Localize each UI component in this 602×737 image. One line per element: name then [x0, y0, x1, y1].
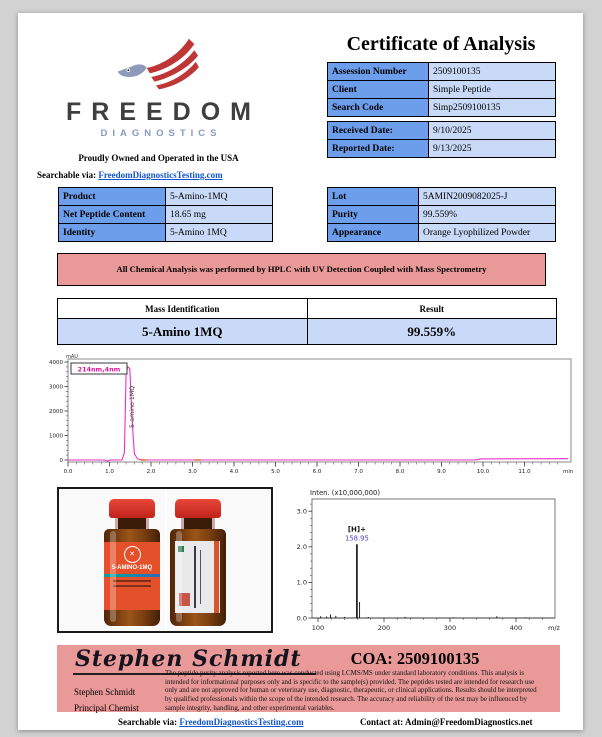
vial-product-name: 5-AMINO-1MQ	[111, 565, 153, 571]
table-row	[58, 299, 557, 319]
svg-text:8.0: 8.0	[395, 469, 405, 475]
svg-text:158.95: 158.95	[345, 534, 369, 543]
svg-text:11.0: 11.0	[518, 469, 531, 475]
vial-side-label	[175, 541, 220, 613]
svg-text:200: 200	[377, 624, 391, 632]
vial-cap	[175, 499, 221, 518]
svg-text:4000: 4000	[49, 360, 63, 366]
product-label: Product	[59, 188, 166, 206]
accession-table	[327, 62, 556, 117]
lot-value: 5AMIN2009082025-J	[419, 188, 556, 206]
brand-subtitle: DIAGNOSTICS	[100, 128, 222, 139]
certificate-page	[18, 13, 583, 730]
lot-table	[327, 187, 556, 242]
svg-text:2.0: 2.0	[146, 469, 156, 475]
searchable-link-top[interactable]: FreedomDiagnosticsTesting.com	[98, 170, 223, 180]
table-row	[58, 319, 557, 345]
label-fineprint	[113, 580, 151, 582]
svg-text:m/z: m/z	[548, 624, 560, 632]
result-header-result: Result	[307, 299, 557, 319]
appearance-label: Appearance	[328, 224, 419, 242]
svg-text:214nm,4nm: 214nm,4nm	[77, 365, 121, 374]
vial-body	[170, 529, 226, 626]
photo-seam	[165, 491, 167, 629]
signer-role: Principal Chemist	[74, 703, 139, 713]
brand-name: FREEDOM	[66, 98, 261, 126]
table-row	[328, 140, 556, 158]
searchable-link-bottom[interactable]: FreedomDiagnosticsTesting.com	[179, 717, 304, 727]
signer-name: Stephen Schmidt	[74, 687, 136, 697]
vial-front-label	[104, 542, 160, 610]
svg-text:10.0: 10.0	[476, 469, 490, 475]
svg-text:300: 300	[443, 624, 457, 632]
client-value: Simple Peptide	[429, 81, 556, 99]
vial-side-photo	[170, 499, 226, 626]
table-row	[328, 224, 556, 242]
purity-label: Purity	[328, 206, 419, 224]
svg-text:5-amino 1MQ: 5-amino 1MQ	[129, 385, 137, 428]
search-code-value: Simp2509100135	[429, 99, 556, 117]
table-row	[328, 122, 556, 140]
label-red-mark	[179, 593, 190, 606]
svg-text:7.0: 7.0	[354, 469, 363, 475]
svg-text:mAU: mAU	[66, 354, 78, 360]
product-value: 5-Amino-1MQ	[166, 188, 273, 206]
product-vials-photo	[57, 487, 273, 633]
svg-text:0: 0	[59, 458, 63, 464]
table-row	[59, 206, 273, 224]
result-header-mass-identification: Mass Identification	[58, 299, 308, 319]
reported-date-value: 9/13/2025	[429, 140, 556, 158]
table-row	[59, 224, 273, 242]
appearance-value: Orange Lyophilized Powder	[419, 224, 556, 242]
signature-script: Stephen Schmidt	[73, 646, 316, 675]
svg-text:0.0: 0.0	[296, 614, 307, 623]
product-table	[58, 187, 273, 242]
svg-text:0.0: 0.0	[63, 469, 73, 475]
vial-front-photo	[104, 499, 160, 626]
identity-label: Identity	[59, 224, 166, 242]
svg-text:2.0: 2.0	[296, 543, 307, 552]
coa-number: COA: 2509100135	[350, 649, 480, 668]
label-vertical-text	[200, 550, 201, 604]
signature-block	[57, 645, 560, 712]
label-green-mark	[178, 546, 184, 552]
peptide-logo-icon: ✕	[124, 546, 141, 563]
vial-crimp	[181, 518, 215, 529]
vial-body	[104, 529, 160, 626]
brand-tagline: Proudly Owned and Operated in the USA	[78, 153, 239, 163]
searchable-line-bottom	[118, 717, 304, 727]
received-date-label: Received Date:	[328, 122, 429, 140]
table-row	[328, 188, 556, 206]
reported-date-label: Reported Date:	[328, 140, 429, 158]
svg-text:1000: 1000	[49, 433, 63, 440]
result-purity-value: 99.559%	[307, 319, 557, 345]
dates-table	[327, 121, 556, 158]
logo-block	[36, 37, 281, 163]
label-vertical-text	[194, 546, 196, 608]
accession-number-label: Assession Number	[328, 63, 429, 81]
svg-text:1.0: 1.0	[105, 469, 114, 475]
lot-label: Lot	[328, 188, 419, 206]
searchable-line-top	[37, 170, 223, 180]
table-row	[328, 99, 556, 117]
svg-text:min: min	[563, 469, 574, 475]
svg-text:1.0: 1.0	[296, 578, 307, 587]
result-compound-value: 5-Amino 1MQ	[58, 319, 308, 345]
result-table	[57, 298, 557, 345]
svg-text:4.0: 4.0	[229, 469, 239, 475]
searchable-label: Searchable via:	[37, 170, 97, 180]
accession-number-value: 2509100135	[429, 63, 556, 81]
svg-text:6.0: 6.0	[312, 469, 322, 475]
svg-text:3000: 3000	[49, 384, 63, 391]
vial-crimp	[115, 518, 149, 529]
searchable-label: Searchable via:	[118, 717, 178, 727]
label-fineprint	[113, 585, 151, 587]
identity-value: 5-Amino 1MQ	[166, 224, 273, 242]
net-peptide-content-label: Net Peptide Content	[59, 206, 166, 224]
svg-text:3.0: 3.0	[188, 469, 197, 475]
vial-cap	[109, 499, 155, 518]
svg-text:400: 400	[509, 624, 523, 632]
client-label: Client	[328, 81, 429, 99]
table-row	[328, 63, 556, 81]
contact-line: Contact at: Admin@FreedomDiagnostics.net	[360, 717, 533, 727]
net-peptide-content-value: 18.65 mg	[166, 206, 273, 224]
label-stripe	[104, 574, 160, 577]
svg-text:2000: 2000	[49, 409, 63, 415]
svg-text:3.0: 3.0	[296, 507, 307, 516]
svg-text:100: 100	[311, 624, 325, 632]
svg-text:9.0: 9.0	[437, 469, 446, 475]
search-code-label: Search Code	[328, 99, 429, 117]
svg-text:[H]+: [H]+	[347, 525, 366, 534]
eagle-logo-icon	[113, 37, 205, 91]
received-date-value: 9/10/2025	[429, 122, 556, 140]
svg-text:Inten. (x10,000,000): Inten. (x10,000,000)	[310, 489, 381, 497]
purity-value: 99.559%	[419, 206, 556, 224]
method-banner: All Chemical Analysis was performed by HPLC with UV Detection Coupled with Mass Spectrometry	[57, 253, 546, 286]
label-orange-edge	[214, 541, 219, 613]
table-row	[328, 206, 556, 224]
mass-spectrum	[286, 483, 578, 640]
disclaimer-text: The peptide purity analysis reported here was conducted using LCMS/MS under standard laboratory conditions. This analysis is intended for informational purposes only and is specific to the sample(s) provided. The peptides tested are intended for research use only and are not approved for human or veterinary use, diagnostic, therapeutic, or clinical applications. Results should be interpreted by qualified professionals within the scope of the intended research. The accuracy and reliability of the test may be influenced by sample integrity, handling, and other experimental variables.	[165, 669, 537, 712]
page-title: Certificate of Analysis	[346, 33, 536, 55]
table-row	[59, 188, 273, 206]
svg-text:5.0: 5.0	[271, 469, 280, 475]
hplc-chromatogram	[30, 352, 582, 480]
table-row	[328, 81, 556, 99]
